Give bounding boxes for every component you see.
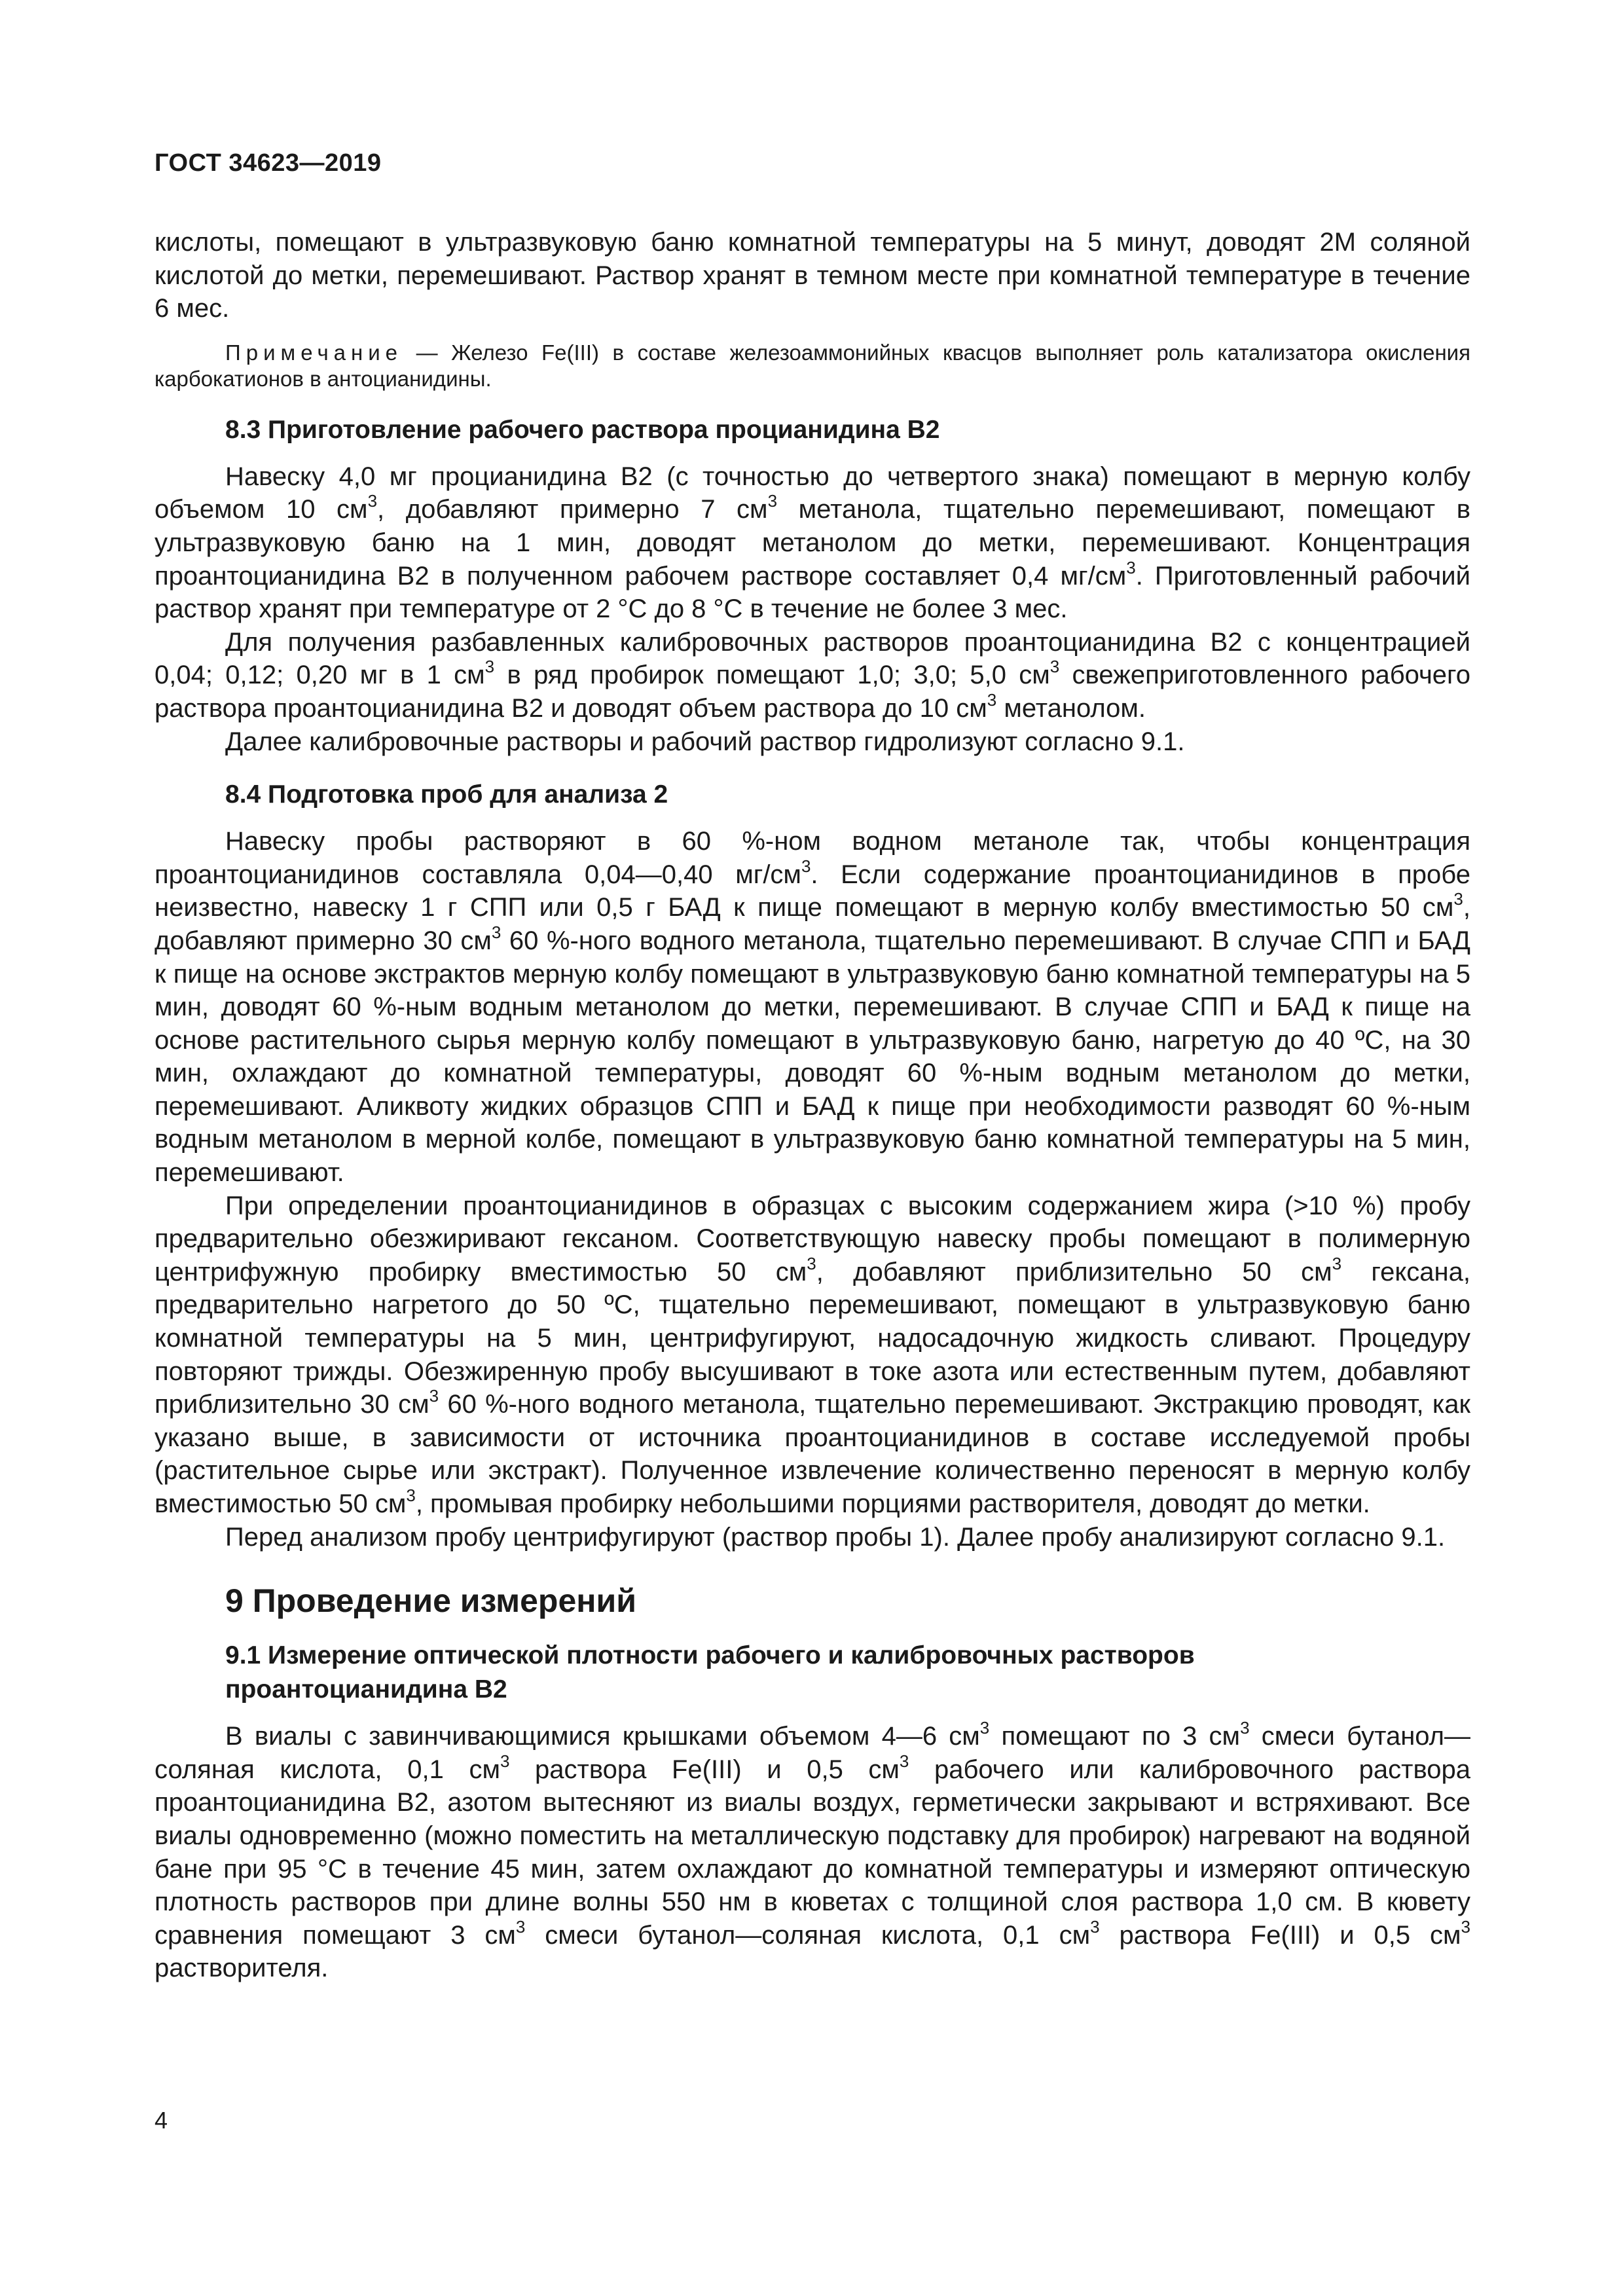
section-9-1-paragraph-1: В виалы с завинчивающимися крышками объемом 4—6 $см^3$ помещают по 3 $см^3$ смеси бутанол—соляная кислота, 0,1 $см^3$ раствора Fe(III) и 0,5 $см^3$ рабочего или калибровочного раствора проантоцианидина В2, азотом вытесняют из виалы воздух, герметически закрывают и встряхивают. Все виалы одновременно (можно поместить на металлическую подставку для пробирок) нагревают на водяной бане при 95 °С в течение 45 мин, затем охлаждают до комнатной температуры и измеряют оптическую плотность растворов при длине волны 550 нм в кюветах с толщиной слоя раствора 1,0 см. В кювету сравнения помещают 3 $см^3$ смеси бутанол—соляная кислота, 0,1 $см^3$ раствора Fe(III) и 0,5 $см^3$ растворителя. [155,1718,1471,1983]
section-8-4-paragraph-3: Перед анализом пробу центрифугируют (раствор пробы 1). Далее пробу анализируют согласно 9.1. [225,1522,1446,1552]
standard-header: ГОСТ 34623—2019 [155,149,382,177]
page-body [155,226,1470,1985]
continuation-paragraph: кислоты, помещают в ультразвуковую баню комнатной температуры на 5 минут, доводят 2М соляной кислотой до метки, перемешивают. Раствор хранят в темном месте при комнатной температуре в течение 6 мес. [155,228,1470,323]
section-8-3-paragraph-3: Далее калибровочные растворы и рабочий раствор гидролизуют согласно 9.1. [225,727,1185,756]
note [155,340,1470,392]
document-page [155,0,1470,2296]
note-label: Примечание [225,340,403,365]
section-9-1-heading: 9.1 Измерение оптической плотности рабочего и калибровочных растворов проантоцианидина В2 [225,1641,1195,1704]
section-8-4-heading: 8.4 Подготовка проб для анализа 2 [225,780,668,809]
note-text: — Железо Fe(III) в составе железоаммонийных квасцов выполняет роль катализатора окисления карбокатионов в антоцианидины. [155,340,1470,391]
section-8-3-heading: 8.3 Приготовление рабочего раствора процианидина В2 [225,415,940,444]
section-8-4-paragraph-1: Навеску пробы растворяют в 60 %-ном водном метаноле так, чтобы концентрация проантоцианидинов составляла 0,04—0,40 $мг/см^3$. Если содержание проантоцианидинов в пробе неизвестно, навеску 1 г СПП или 0,5 г БАД к пище помещают в мерную колбу вместимостью 50 $см^3$, добавляют примерно 30 $см^3$ 60 %-ного водного метанола, тщательно перемешивают. В случае СПП и БАД к пище на основе экстрактов мерную колбу помещают в ультразвуковую баню комнатной температуры на 5 мин, доводят 60 %-ным водным метанолом до метки, перемешивают. В случае СПП и БАД к пище на основе растительного сырья мерную колбу помещают в ультразвуковую баню, нагретую до 40 ºС, на 30 мин, охлаждают до комнатной температуры, доводят 60 %-ным водным метанолом до метки, перемешивают. Аликвоту жидких образцов СПП и БАД к пище при необходимости разводят 60 %-ным водным метанолом в мерной колбе, помещают в ультразвуковую баню комнатной температуры на 5 мин, перемешивают. [155,827,1471,1188]
section-8-4-paragraph-2: При определении проантоцианидинов в образцах с высоким содержанием жира (>10 %) пробу предварительно обезжиривают гексаном. Соответствующую навеску пробы помещают в полимерную центрифужную пробирку вместимостью 50 $см^3$, добавляют приблизительно 50 $см^3$ гексана, предварительно нагретого до 50 ºС, тщательно перемешивают, помещают в ультразвуковую баню комнатной температуры на 5 мин, центрифугируют, надосадочную жидкость сливают. Процедуру повторяют трижды. Обезжиренную пробу высушивают в токе азота или естественным путем, добавляют приблизительно 30 $см^3$ 60 %-ного водного метанола, тщательно перемешивают. Экстракцию проводят, как указано выше, в зависимости от источника проантоцианидинов в составе исследуемой пробы (растительное сырье или экстракт). Полученное извлечение количественно переносят в мерную колбу вместимостью 50 $см^3$, промывая пробирку небольшими порциями растворителя, доводят до метки. [155,1191,1470,1518]
page-number: 4 [155,2107,168,2134]
section-9-heading: 9 Проведение измерений [225,1582,636,1620]
section-8-3-paragraph-1: Навеску 4,0 мг процианидина В2 (с точностью до четвертого знака) помещают в мерную колбу объемом 10 $см^3$, добавляют примерно 7 $см^3$ метанола, тщательно перемешивают, помещают в ультразвуковую баню на 1 мин, доводят метанолом до метки, перемешивают. Концентрация проантоцианидина В2 в полученном рабочем растворе составляет 0,4 $мг/см^3$. Приготовленный рабочий раствор хранят при температуре от 2 °С до 8 °С в течение не более 3 мес. [155,462,1470,624]
section-8-3-paragraph-2: Для получения разбавленных калибровочных растворов проантоцианидина В2 с концентрацией 0,04; 0,12; 0,20 мг в 1 $см^3$ в ряд пробирок помещают 1,0; 3,0; 5,0 $см^3$ свежеприготовленного рабочего раствора проантоцианидина В2 и доводят объем раствора до 10 $см^3$ метанолом. [155,627,1471,723]
